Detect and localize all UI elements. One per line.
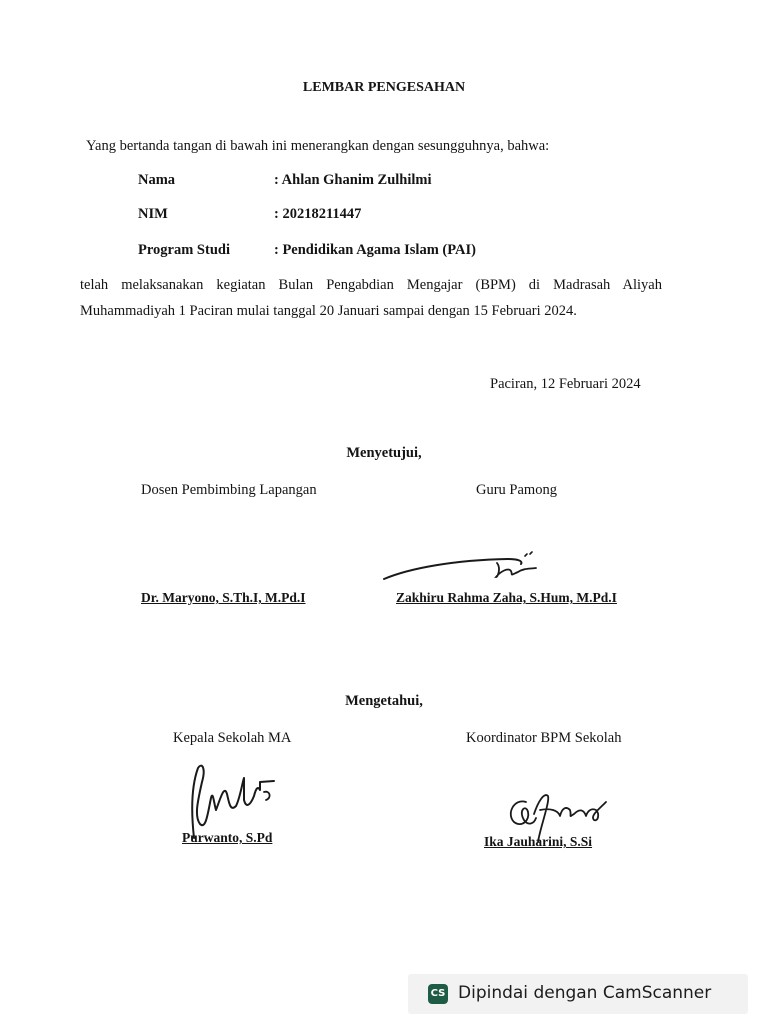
camscanner-logo-icon: CS bbox=[428, 984, 448, 1004]
camscanner-text: Dipindai dengan CamScanner bbox=[458, 983, 712, 1003]
field-value-nim: : 20218211447 bbox=[274, 206, 362, 222]
field-value-nama: : Ahlan Ghanim Zulhilmi bbox=[274, 172, 432, 188]
intro-text: Yang bertanda tangan di bawah ini menerangkan dengan sesungguhnya, bahwa: bbox=[86, 138, 550, 154]
place-date: Paciran, 12 Februari 2024 bbox=[490, 376, 641, 392]
field-label-nama: Nama bbox=[138, 172, 176, 188]
field-label-nim: NIM bbox=[138, 206, 168, 222]
name-dosen-pembimbing: Dr. Maryono, S.Th.I, M.Pd.I bbox=[141, 590, 306, 605]
camscanner-badge bbox=[408, 974, 748, 1014]
role-koordinator-bpm: Koordinator BPM Sekolah bbox=[466, 730, 622, 746]
role-dosen-pembimbing: Dosen Pembimbing Lapangan bbox=[141, 482, 317, 498]
role-kepala-sekolah: Kepala Sekolah MA bbox=[173, 730, 292, 746]
statement-line-2: Muhammadiyah 1 Paciran mulai tanggal 20 Januari sampai dengan 15 Februari 2024. bbox=[80, 303, 577, 319]
document-title: LEMBAR PENGESAHAN bbox=[302, 80, 466, 95]
name-kepala-sekolah: Purwanto, S.Pd bbox=[182, 830, 273, 845]
field-value-program-studi: : Pendidikan Agama Islam (PAI) bbox=[274, 242, 476, 258]
name-guru-pamong: Zakhiru Rahma Zaha, S.Hum, M.Pd.I bbox=[396, 590, 617, 605]
field-label-program-studi: Program Studi bbox=[138, 242, 230, 258]
approval-heading: Menyetujui, bbox=[346, 445, 422, 461]
statement-line-1: telah melaksanakan kegiatan Bulan Pengabdian Mengajar (BPM) di Madrasah Aliyah bbox=[80, 277, 662, 293]
name-koordinator-bpm: Ika Jauharini, S.Si bbox=[484, 834, 593, 849]
role-guru-pamong: Guru Pamong bbox=[476, 482, 557, 498]
signature-zakhiru-icon bbox=[380, 546, 550, 586]
acknowledgement-heading: Mengetahui, bbox=[345, 693, 423, 709]
